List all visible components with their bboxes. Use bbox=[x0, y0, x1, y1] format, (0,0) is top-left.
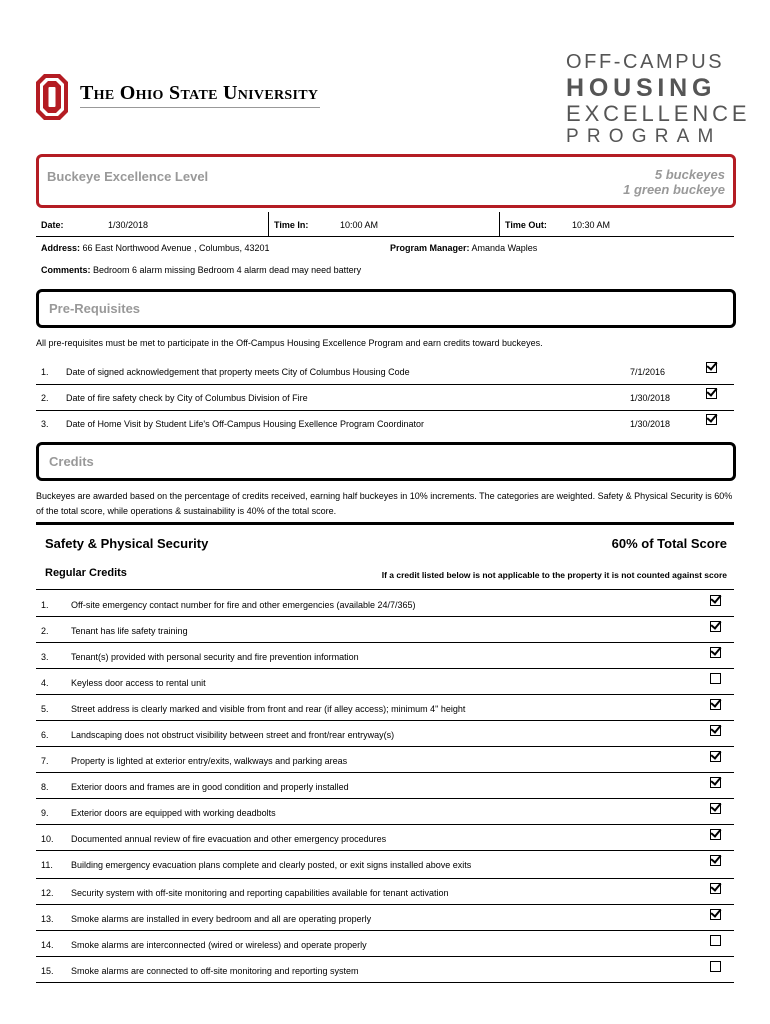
buckeye-level-label: Buckeye Excellence Level bbox=[47, 169, 209, 184]
prerequisites-intro: All pre-requisites must be met to participate in the Off-Campus Housing Excellence Program and earn credits toward buckeyes. bbox=[36, 338, 543, 348]
safety-credit-row bbox=[36, 824, 734, 851]
safety-credit-row bbox=[36, 642, 734, 669]
time-in-value: 10:00 AM bbox=[340, 220, 379, 230]
item-number: 8. bbox=[41, 782, 49, 792]
checkbox-checked-icon[interactable] bbox=[710, 725, 721, 736]
checkbox-checked-icon[interactable] bbox=[706, 388, 717, 399]
safety-credit-row bbox=[36, 878, 734, 905]
checkbox-checked-icon[interactable] bbox=[710, 647, 721, 658]
safety-credit-row bbox=[36, 590, 734, 617]
item-number: 3. bbox=[41, 652, 49, 662]
item-number: 6. bbox=[41, 730, 49, 740]
item-text: Date of fire safety check by City of Columbus Division of Fire bbox=[66, 393, 308, 403]
logo-rule bbox=[80, 107, 320, 108]
credits-header bbox=[36, 442, 736, 481]
time-out-value: 10:30 AM bbox=[572, 220, 611, 230]
item-number: 14. bbox=[41, 940, 54, 950]
item-number: 1. bbox=[41, 600, 49, 610]
item-text: Smoke alarms are connected to off-site monitoring and reporting system bbox=[71, 966, 359, 976]
item-number: 11. bbox=[41, 860, 53, 870]
safety-credit-row bbox=[36, 956, 734, 983]
item-number: 13. bbox=[41, 914, 54, 924]
safety-credit-row bbox=[36, 746, 734, 773]
safety-credit-row bbox=[36, 668, 734, 695]
comments-value: Bedroom 6 alarm missing Bedroom 4 alarm dead may need battery bbox=[93, 265, 362, 275]
time-in-label: Time In: bbox=[274, 220, 309, 230]
item-text: Street address is clearly marked and visible from front and rear (if alley access); minimum 4" height bbox=[71, 704, 466, 714]
program-line-1: OFF-CAMPUS bbox=[566, 51, 725, 73]
prereq-row bbox=[36, 384, 734, 411]
safety-credit-row bbox=[36, 720, 734, 747]
checkbox-checked-icon[interactable] bbox=[710, 829, 721, 840]
checkbox-checked-icon[interactable] bbox=[706, 362, 717, 373]
item-date: 1/30/2018 bbox=[630, 419, 671, 429]
address-line bbox=[41, 243, 270, 253]
item-text: Tenant has life safety training bbox=[71, 626, 188, 636]
checkbox-empty-icon[interactable] bbox=[710, 673, 721, 684]
prerequisites-title: Pre-Requisites bbox=[49, 301, 141, 316]
time-out-label: Time Out: bbox=[505, 220, 547, 230]
regular-credits-label: Regular Credits bbox=[45, 567, 127, 579]
checkbox-checked-icon[interactable] bbox=[706, 414, 717, 425]
separator bbox=[499, 212, 500, 236]
checkbox-checked-icon[interactable] bbox=[710, 803, 721, 814]
item-number: 9. bbox=[41, 808, 49, 818]
item-text: Property is lighted at exterior entry/exits, walkways and parking areas bbox=[71, 756, 348, 766]
item-text: Building emergency evacuation plans complete and clearly posted, or exit signs installed above exits bbox=[71, 860, 472, 870]
item-text: Keyless door access to rental unit bbox=[71, 678, 206, 688]
item-text: Date of signed acknowledgement that property meets City of Columbus Housing Code bbox=[66, 367, 410, 377]
checkbox-checked-icon[interactable] bbox=[710, 909, 721, 920]
program-line-3: EXCELLENCE bbox=[566, 101, 751, 126]
separator bbox=[268, 212, 269, 236]
item-text: Exterior doors and frames are in good condition and properly installed bbox=[71, 782, 349, 792]
comments-label: Comments: bbox=[41, 265, 91, 275]
safety-credit-row bbox=[36, 772, 734, 799]
regular-credits-note: If a credit listed below is not applicable to the property it is not counted against score bbox=[381, 570, 727, 580]
safety-credit-row bbox=[36, 904, 734, 931]
buckeye-level-value bbox=[623, 167, 725, 197]
checkbox-checked-icon[interactable] bbox=[710, 699, 721, 710]
item-text: Smoke alarms are interconnected (wired or wireless) and operate properly bbox=[71, 940, 367, 950]
university-name: The Ohio State University bbox=[80, 82, 319, 104]
item-number: 4. bbox=[41, 678, 49, 688]
item-number: 2. bbox=[41, 393, 49, 403]
program-line-2: HOUSING bbox=[566, 74, 717, 102]
date-value: 1/30/2018 bbox=[108, 220, 149, 230]
section-rule bbox=[36, 522, 734, 525]
item-text: Landscaping does not obstruct visibility between street and front/rear entryway(s) bbox=[71, 730, 395, 740]
checkbox-checked-icon[interactable] bbox=[710, 595, 721, 606]
prereq-row bbox=[36, 358, 734, 385]
safety-credit-row bbox=[36, 930, 734, 957]
osu-logo bbox=[36, 74, 336, 122]
checkbox-checked-icon[interactable] bbox=[710, 855, 721, 866]
item-text: Tenant(s) provided with personal security and fire prevention information bbox=[71, 652, 359, 662]
item-date: 1/30/2018 bbox=[630, 393, 671, 403]
safety-credit-row bbox=[36, 616, 734, 643]
program-logo bbox=[566, 51, 751, 147]
item-number: 5. bbox=[41, 704, 49, 714]
buckeye-value-line1: 5 buckeyes bbox=[654, 167, 725, 182]
program-line-4: PROGRAM bbox=[566, 126, 722, 147]
prerequisites-header bbox=[36, 289, 736, 328]
item-number: 3. bbox=[41, 419, 49, 429]
item-number: 10. bbox=[41, 834, 54, 844]
block-o-logo-icon bbox=[36, 74, 68, 120]
address-value: 66 East Northwood Avenue , Columbus, 43201 bbox=[82, 243, 270, 253]
checkbox-checked-icon[interactable] bbox=[710, 621, 721, 632]
checkbox-empty-icon[interactable] bbox=[710, 961, 721, 972]
credits-intro: Buckeyes are awarded based on the percentage of credits received, earning half buckeyes in 10% increments. The categories are weighted. Safety & Physical Security is 60% of the total score, while operations & sustainability is 40% of the total score. bbox=[36, 491, 733, 516]
credits-title: Credits bbox=[49, 454, 94, 469]
item-text: Security system with off-site monitoring and reporting capabilities available for tenant activation bbox=[71, 888, 449, 898]
checkbox-checked-icon[interactable] bbox=[710, 751, 721, 762]
checkbox-checked-icon[interactable] bbox=[710, 777, 721, 788]
safety-credit-row bbox=[36, 694, 734, 721]
checkbox-empty-icon[interactable] bbox=[710, 935, 721, 946]
date-label: Date: bbox=[41, 220, 64, 230]
checkbox-checked-icon[interactable] bbox=[710, 883, 721, 894]
manager-line bbox=[390, 243, 537, 253]
item-date: 7/1/2016 bbox=[630, 367, 666, 377]
manager-label: Program Manager: bbox=[390, 243, 470, 253]
safety-credit-row bbox=[36, 850, 734, 879]
manager-value: Amanda Waples bbox=[471, 243, 538, 253]
safety-credit-row bbox=[36, 798, 734, 825]
safety-section-title: Safety & Physical Security bbox=[45, 536, 209, 551]
item-text: Off-site emergency contact number for fire and other emergencies (available 24/7/365) bbox=[71, 600, 416, 610]
item-number: 1. bbox=[41, 367, 49, 377]
item-number: 12. bbox=[41, 888, 54, 898]
item-text: Smoke alarms are installed in every bedroom and all are operating properly bbox=[71, 914, 372, 924]
buckeye-value-line2: 1 green buckeye bbox=[623, 182, 725, 197]
item-number: 7. bbox=[41, 756, 49, 766]
visit-info-row bbox=[36, 212, 734, 237]
address-label: Address: bbox=[41, 243, 81, 253]
item-text: Exterior doors are equipped with working deadbolts bbox=[71, 808, 276, 818]
item-text: Documented annual review of fire evacuation and other emergency procedures bbox=[71, 834, 387, 844]
comments-line bbox=[41, 265, 361, 275]
prereq-row bbox=[36, 410, 734, 436]
buckeye-level-box bbox=[36, 154, 736, 208]
safety-section-weight: 60% of Total Score bbox=[611, 536, 727, 551]
item-text: Date of Home Visit by Student Life's Off-Campus Housing Exellence Program Coordinator bbox=[66, 419, 425, 429]
item-number: 15. bbox=[41, 966, 54, 976]
item-number: 2. bbox=[41, 626, 49, 636]
